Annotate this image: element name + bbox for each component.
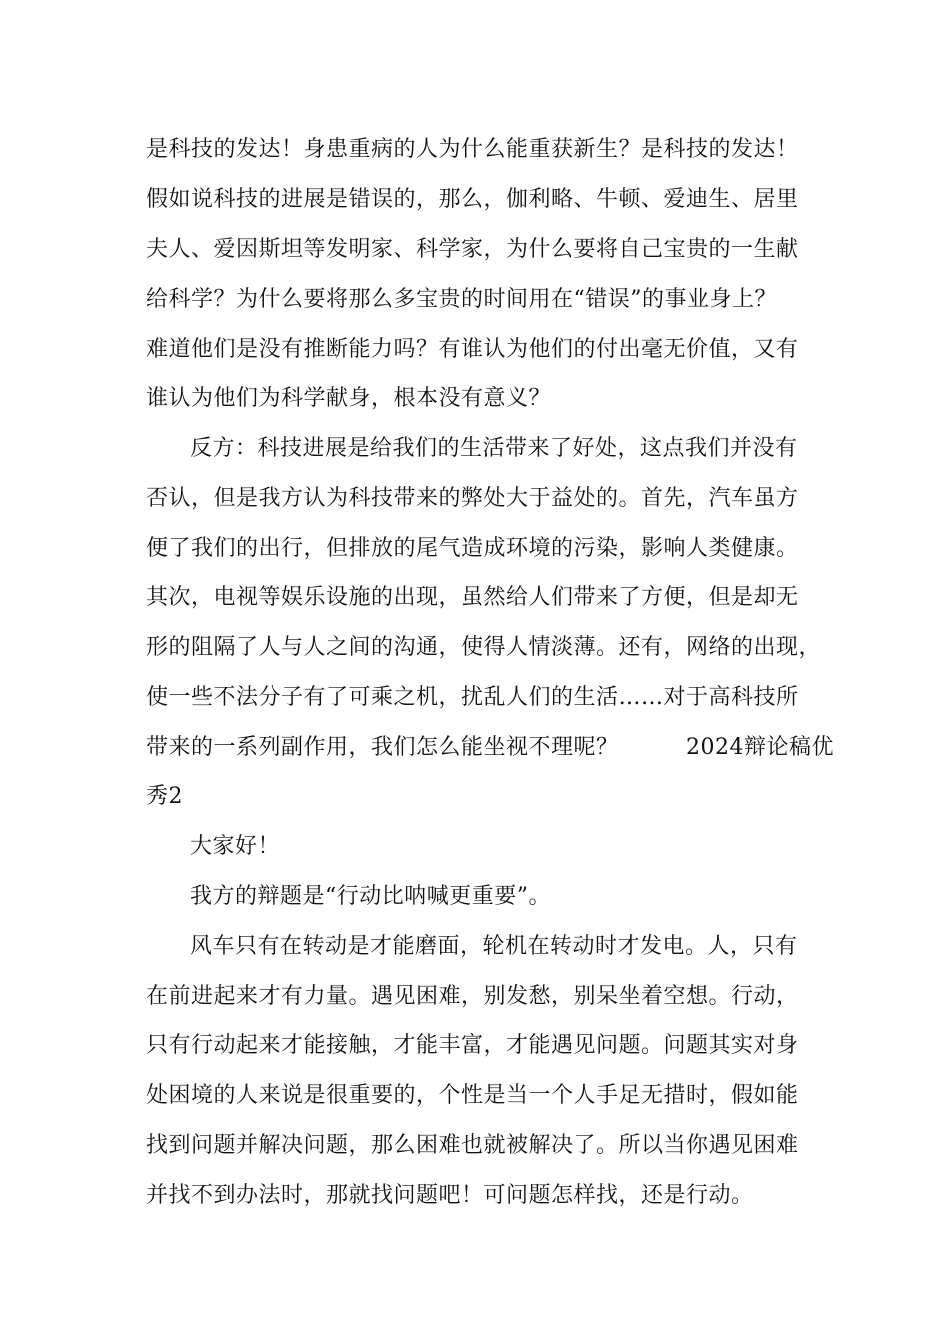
text-line: 难道他们是没有推断能力吗？有谁认为他们的付出毫无价值，又有 <box>146 337 799 362</box>
paragraph-start-line: 反方：科技进展是给我们的生活带来了好处，这点我们并没有 <box>190 436 798 461</box>
text-line: 处困境的人来说是很重要的，个性是当一个人手足无措时，假如能 <box>146 1083 799 1108</box>
text-line: 其次，电视等娱乐设施的出现，虽然给人们带来了方便，但是却无 <box>146 585 799 610</box>
text-line: 秀2 <box>146 784 183 809</box>
text-line: 给科学？为什么要将那么多宝贵的时间用在“错误”的事业身上？ <box>146 287 777 312</box>
paragraph-start-line: 风车只有在转动是才能磨面，轮机在转动时才发电。人，只有 <box>190 934 798 959</box>
text-line: 便了我们的出行，但排放的尾气造成环境的污染，影响人类健康。 <box>146 536 799 561</box>
text-line: 在前进起来才有力量。遇见困难，别发愁，别呆坐着空想。行动， <box>146 984 799 1009</box>
text-line: 是科技的发达！身患重病的人为什么能重获新生？是科技的发达！ <box>146 137 799 162</box>
text-line: 否认，但是我方认为科技带来的弊处大于益处的。首先，汽车虽方 <box>146 486 799 511</box>
text-line: 假如说科技的进展是错误的，那么，伽利略、牛顿、爱迪生、居里 <box>146 187 799 212</box>
text-line: 找到问题并解决问题，那么困难也就被解决了。所以当你遇见困难 <box>146 1133 799 1158</box>
text-line: 使一些不法分子有了可乘之机，扰乱人们的生活……对于高科技所 <box>146 685 799 710</box>
topic-line: 我方的辩题是“行动比呐喊更重要”。 <box>190 884 551 909</box>
text-line: 只有行动起来才能接触，才能丰富，才能遇见问题。问题其实对身 <box>146 1033 799 1058</box>
text-line: 带来的一系列副作用，我们怎么能坐视不理呢？ 2024辩论稿优 <box>146 735 834 760</box>
text-line: 形的阻隔了人与人之间的沟通，使得人情淡薄。还有，网络的出现， <box>146 635 822 660</box>
text-line: 谁认为他们为科学献身，根本没有意义？ <box>146 386 552 411</box>
text-line: 并找不到办法时，那就找问题吧！可问题怎样找，还是行动。 <box>146 1183 754 1208</box>
text-line: 夫人、爱因斯坦等发明家、科学家，为什么要将自己宝贵的一生献 <box>146 237 799 262</box>
greeting-line: 大家好！ <box>190 834 281 859</box>
